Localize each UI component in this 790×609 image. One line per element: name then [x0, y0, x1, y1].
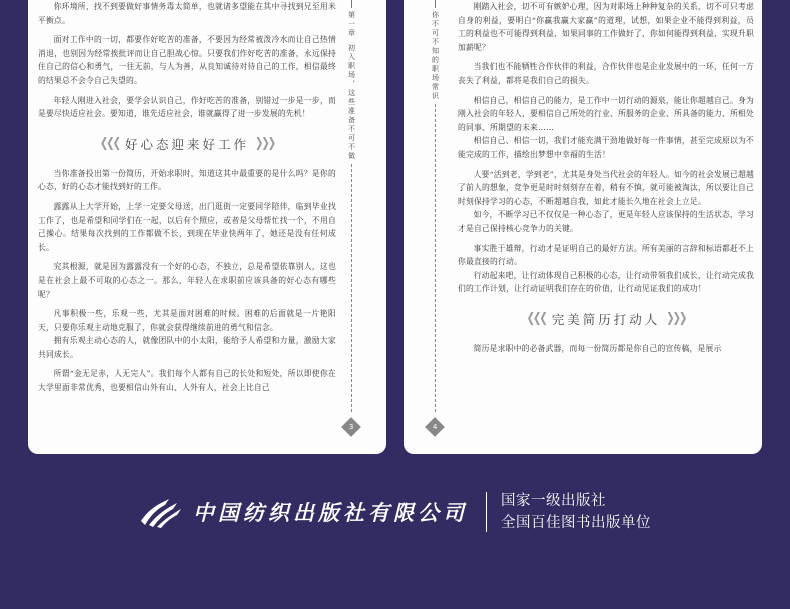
left-page-text-column: [38, 0, 336, 395]
publisher-tagline: [501, 490, 651, 534]
left-body-paragraph: 所谓“金无足赤，人无完人”。我们每个人都有自己的长处和短处，所以即使你在大学里面非常优秀，也要相信山外有山、人外有人，社会上比自己: [38, 369, 336, 393]
chevron-right-icon: ❯❯❯: [666, 311, 686, 327]
chevron-left-icon: ❮❮❮: [526, 311, 546, 327]
right-body-paragraph: 相信自己，相信自己的能力，是工作中一切行动的源泉，能让你超越自己。身为刚入社会的年轻人，要相信自己所处的行业、所服务的企业、所具备的能力、所相处的同事、所期望的未来……: [458, 95, 754, 132]
right-body-paragraph: 行动起来吧，让行动体现自己积极的心态，让行动带领我们成长，让行动完成我们的工作计划，让行动证明我们存在的价值，让行动见证我们的成功！: [458, 270, 754, 294]
rail-dashed-line: [435, 104, 436, 412]
chevron-right-icon: ❯❯❯: [255, 136, 275, 151]
right-body-paragraph: 事实胜于雄辩，行动才是证明自己的最好方法。所有美丽的言辞和标语都赶不上你最直接的行动。: [458, 243, 754, 267]
left-intro-paragraph: 年轻人刚进入社会，要学会认识自己，作好吃苦的准备，别错过一步是一步，而是要尽快适应社会。要知道，谁先适应社会，谁就赢得了进一步发展的先机！: [38, 95, 336, 119]
left-book-page: [28, 0, 386, 454]
publisher-name: 中国纺织出版社有限公司: [193, 500, 468, 525]
right-page-text-column: [458, 0, 754, 355]
left-body-paragraph: 究其根源，就是因为露露没有一个好的心态，不独立，总是希望依靠别人，这也是在社会上最不可取的心态之一。那么，年轻人在求职前应该具备的好心态有哪些呢？: [38, 262, 336, 299]
page-number: 4: [432, 423, 438, 431]
left-body-paragraph: 露露从上大学开始，上学一定要父母送，出门逛街一定要同学陪伴，临到毕业找工作了，也是希望和同学们在一起，以后有个照应，或者是父母帮忙找一个，不用自己操心。结果每次找到的工作都做不长，到现在毕业快两年了，她还是没有任何成长。: [38, 201, 336, 252]
rail-dashed-line: [351, 164, 352, 412]
right-intro-paragraph: 当我们也不能牺牲合作伙伴的利益，合作伙伴也是企业发展中的一环，任何一方丧失了利益，都将是我们自己的损失。: [458, 62, 754, 85]
left-body-paragraph: 拥有乐观主动心态的人，就像团队中的小太阳，能给予人希望和力量，激励大家共同成长。: [38, 336, 336, 359]
rail-line: [351, 0, 352, 8]
tagline-line-2: 全国百佳图书出版单位: [501, 515, 651, 531]
right-page-chapter-rail: [428, 0, 442, 434]
left-body-paragraph: 当你准备投出第一份简历，开始求职时，知道这其中最重要的是什么吗？是你的心态，好的心态才能找到好的工作。: [38, 168, 336, 192]
chevron-left-icon: ❮❮❮: [99, 136, 119, 151]
publisher-wave-logo-icon: [139, 495, 183, 529]
right-body-paragraph: 相信自己、相信一切，我们才能充满干劲地做好每一件事情，甚至完成原以为不能完成的工作，描绘出梦想中幸福的生活！: [458, 136, 754, 159]
page-number-badge: [425, 417, 445, 437]
right-body-paragraph: 如今，不断学习已不仅仅是一种心态了，更是年轻人应该保持的生活状态，学习才是自己保持核心竞争力的关键。: [458, 210, 754, 233]
page-number-badge: [341, 417, 361, 437]
section-heading-text: 完美简历打动人: [551, 311, 661, 327]
right-book-page: [404, 0, 762, 454]
right-intro-paragraph: 刚踏入社会，切不可有嫉妒心理，因为对职场上种种复杂的关系，切不可只考虑自身的利益，要明白“你赢我赢大家赢”的道理，试想，如果企业不能得到利益，员工的利益也不可能得到利益，如果同事的工作做好了，你如何能得到利益，实现升职加薪呢？: [458, 2, 754, 52]
left-page-chapter-rail: [344, 0, 358, 434]
section-heading-perfect-resume: [458, 310, 754, 328]
right-body-paragraph: 人要“活到老，学到老”，尤其是身处当代社会的年轻人。如今的社会发展已超越了前人的想象，竞争更是时时刻刻存在着，稍有不慎，就可能被淘汰，所以要让自己时刻保持学习的心态，不断超越自我，如此才能长久地在社会上立足。: [458, 169, 754, 206]
left-intro-paragraph: 面对工作中的一切，都要作好吃苦的准备，不要因为经常被泼冷水而让自己热情消退，也别因为经常挨批评而让自己胆战心惊。只要我们作好吃苦的准备，永远保持住自己的信心和勇气，一往无前，与人为善，从良知诚待对待自己的工作，相信最终的结果总不会令自己失望的。: [38, 35, 336, 85]
rail-line: [435, 0, 436, 8]
right-closing-paragraph: 简历是求职中的必备武器，而每一份简历都是你自己的宣传稿，是展示: [473, 343, 722, 353]
left-intro-paragraph: 你环境所，找不到要做好事情务毒太简单，也就诸多望能在其中寻找到兄至用米平衡点。: [38, 2, 336, 25]
rail-book-title: 你不可不知的职场常识: [431, 11, 440, 101]
rail-chapter-title: 初入职场，这些准备不可不做: [347, 44, 356, 161]
footer-divider: [486, 492, 487, 532]
page-number: 3: [348, 423, 354, 431]
left-body-paragraph: 凡事积极一些，乐观一些，尤其是面对困难的时候。困难的后面就是一片艳阳天，只要你乐观主动地克服了，你就会获得继续前进的勇气和信念。: [38, 309, 336, 332]
publisher-footer: [0, 490, 790, 534]
section-heading-text: 好心态迎来好工作: [124, 136, 249, 152]
tagline-line-1: 国家一级出版社: [501, 493, 606, 509]
rail-chapter-label: 第一章: [347, 11, 356, 38]
section-heading-good-attitude: [38, 135, 336, 153]
